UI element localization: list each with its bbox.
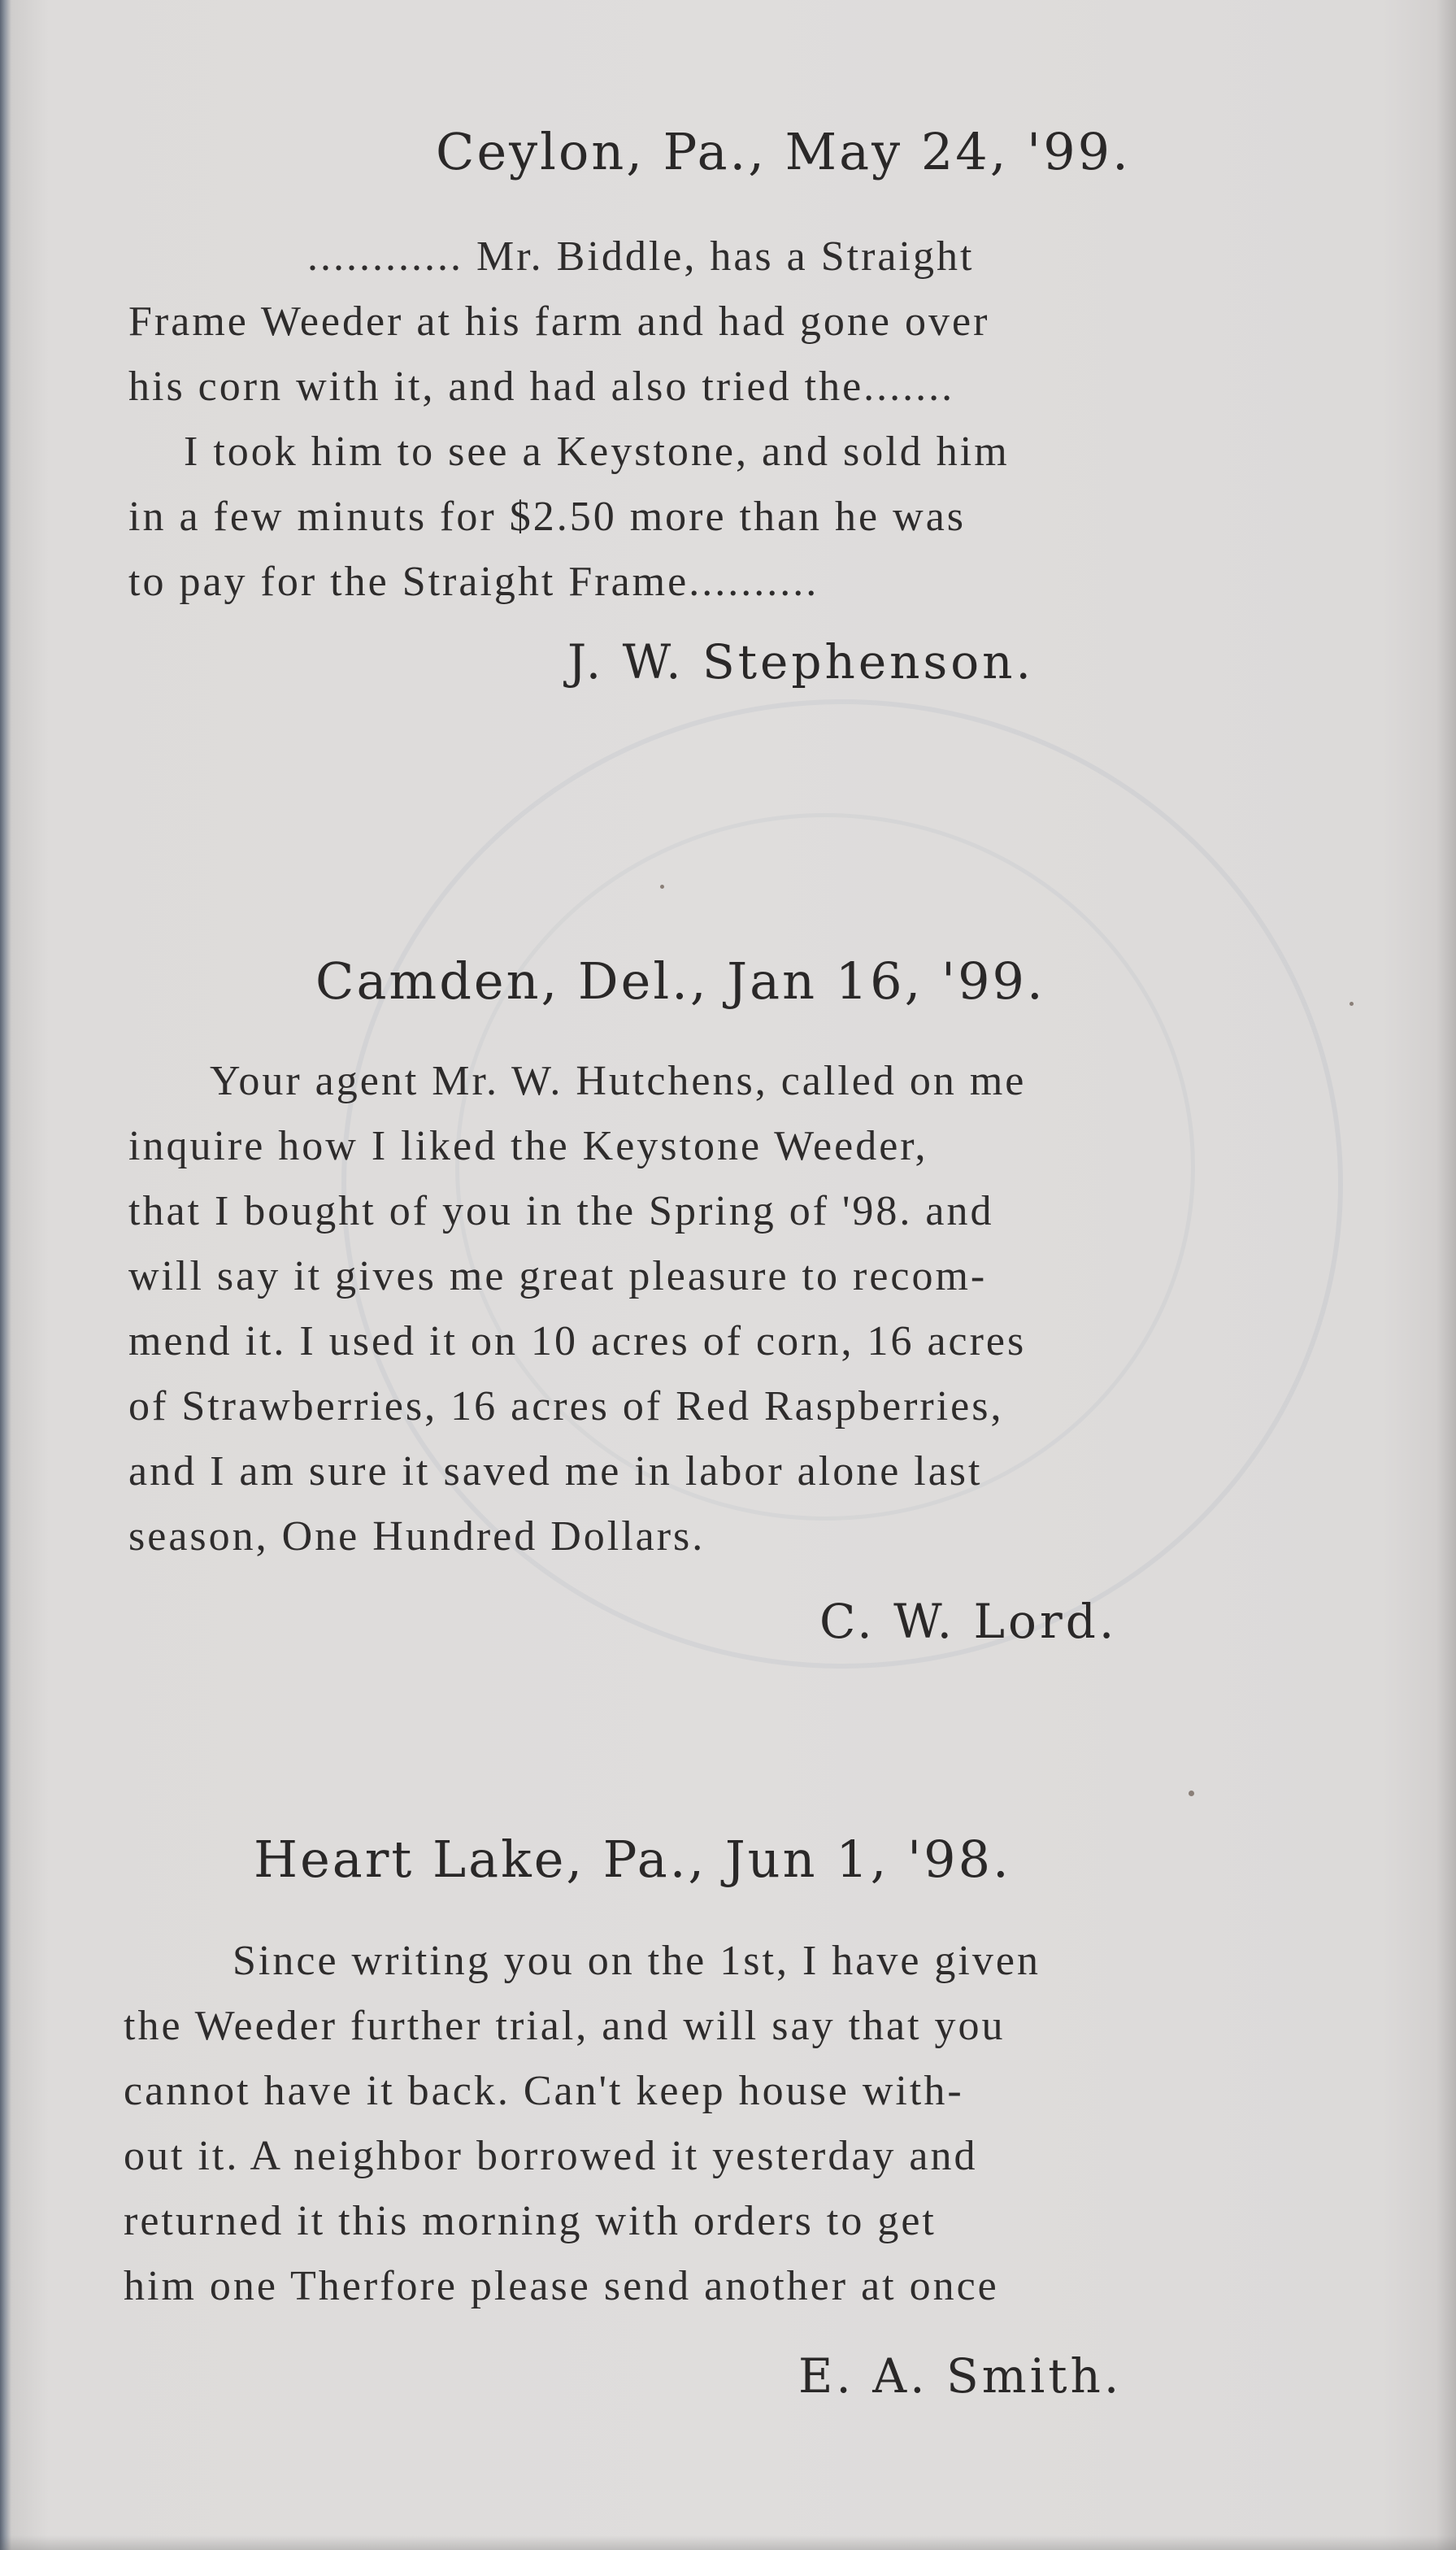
letter-line: him one Therfore please send another at once [124, 2263, 999, 2309]
letter-line: to pay for the Straight Frame.......... [128, 559, 819, 605]
letter-line: returned it this morning with orders to get [124, 2198, 937, 2244]
letter-line: Since writing you on the 1st, I have given [233, 1938, 1041, 1984]
letter-line: his corn with it, and had also tried the....... [128, 363, 955, 410]
page-edge-shadow [1436, 0, 1456, 2550]
paper-speck [660, 885, 664, 889]
letter-line: the Weeder further trial, and will say that you [124, 2003, 1006, 2049]
letter-line: Frame Weeder at his farm and had gone over [128, 298, 990, 345]
letter-line: mend it. I used it on 10 acres of corn, 16 acres [128, 1318, 1027, 1364]
letter-line: of Strawberries, 16 acres of Red Raspberries, [128, 1383, 1004, 1429]
letter-line: ............ Mr. Biddle, has a Straight [307, 233, 975, 280]
letter-line: that I bought of you in the Spring of '98. and [128, 1188, 994, 1234]
letter-line: will say it gives me great pleasure to recom- [128, 1253, 988, 1299]
letter-line: I took him to see a Keystone, and sold him [184, 429, 1010, 475]
paper-speck [1189, 1791, 1194, 1796]
letter-line: out it. A neighbor borrowed it yesterday and [124, 2133, 978, 2179]
letter-line: season, One Hundred Dollars. [128, 1513, 706, 1560]
letter-signature: J. W. Stephenson. [567, 634, 1034, 690]
letter-line: inquire how I liked the Keystone Weeder, [128, 1123, 928, 1169]
letter-heading: Camden, Del., Jan 16, '99. [315, 951, 1045, 1011]
letter-line: cannot have it back. Can't keep house with- [124, 2068, 964, 2114]
paper-speck [1350, 1002, 1354, 1006]
page-bottom-edge [0, 2535, 1456, 2550]
letter-heading: Ceylon, Pa., May 24, '99. [436, 122, 1131, 181]
letter-line: Your agent Mr. W. Hutchens, called on me [210, 1058, 1027, 1104]
letter-signature: E. A. Smith. [798, 2348, 1123, 2404]
letter-line: in a few minuts for $2.50 more than he was [128, 494, 967, 540]
letter-signature: C. W. Lord. [819, 1594, 1118, 1649]
letter-line: and I am sure it saved me in labor alone last [128, 1448, 983, 1495]
letter-heading: Heart Lake, Pa., Jun 1, '98. [254, 1830, 1011, 1889]
